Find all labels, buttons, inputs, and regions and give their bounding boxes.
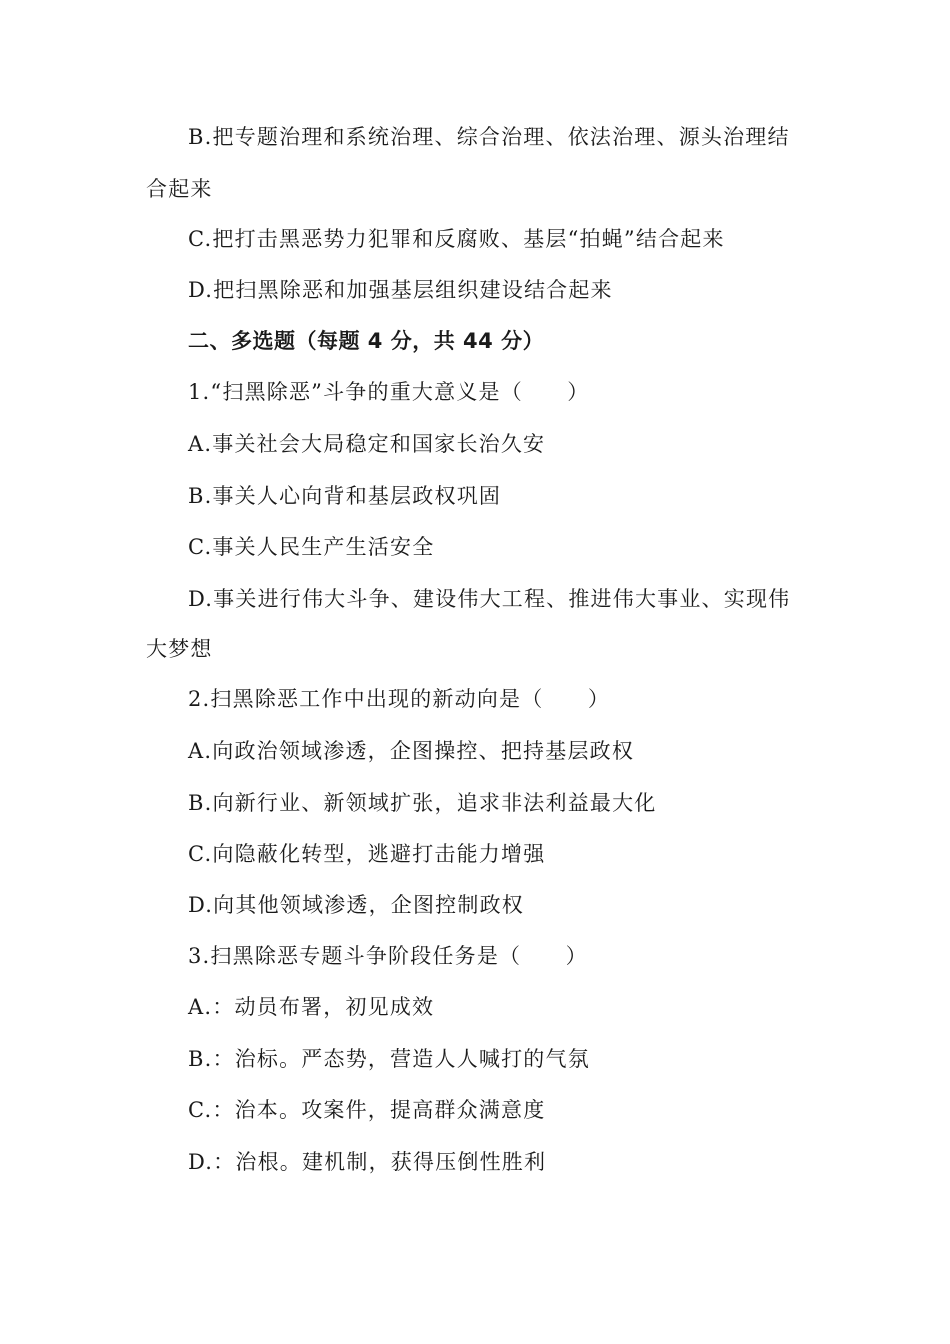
option-b-line2: 合起来 [146,177,213,201]
question-1-option-a: A.事关社会大局稳定和国家长治久安 [188,432,546,456]
question-2-stem: 2.扫黑除恶工作中出现的新动向是（ ） [188,687,611,711]
option-d: D.把扫黑除恶和加强基层组织建设结合起来 [188,278,613,302]
question-2-option-c: C.向隐蔽化转型，逃避打击能力增强 [188,842,546,866]
section-heading: 二、多选题（每题 4 分，共 44 分） [188,329,545,353]
option-b-line1: B.把专题治理和系统治理、综合治理、依法治理、源头治理结 [188,125,790,149]
question-2-option-d: D.向其他领域渗透，企图控制政权 [188,893,524,917]
question-1-option-d-line1: D.事关进行伟大斗争、建设伟大工程、推进伟大事业、实现伟 [188,587,791,611]
question-1-option-d-line2: 大梦想 [146,637,213,661]
question-3-option-d: D.：治根。建机制，获得压倒性胜利 [188,1150,547,1174]
question-3-option-b: B.：治标。严态势，营造人人喊打的气氛 [188,1047,590,1071]
question-1-option-b: B.事关人心向背和基层政权巩固 [188,484,502,508]
question-2-option-b: B.向新行业、新领域扩张，追求非法利益最大化 [188,791,657,815]
question-3-option-c: C.：治本。攻案件，提高群众满意度 [188,1098,546,1122]
question-1-stem: 1.“扫黑除恶”斗争的重大意义是（ ） [188,380,590,404]
option-c: C.把打击黑恶势力犯罪和反腐败、基层“拍蝇”结合起来 [188,227,725,251]
question-3-option-a: A.：动员布署，初见成效 [188,995,435,1019]
question-1-option-c: C.事关人民生产生活安全 [188,535,435,559]
question-3-stem: 3.扫黑除恶专题斗争阶段任务是（ ） [188,944,588,968]
question-2-option-a: A.向政治领域渗透，企图操控、把持基层政权 [188,739,635,763]
